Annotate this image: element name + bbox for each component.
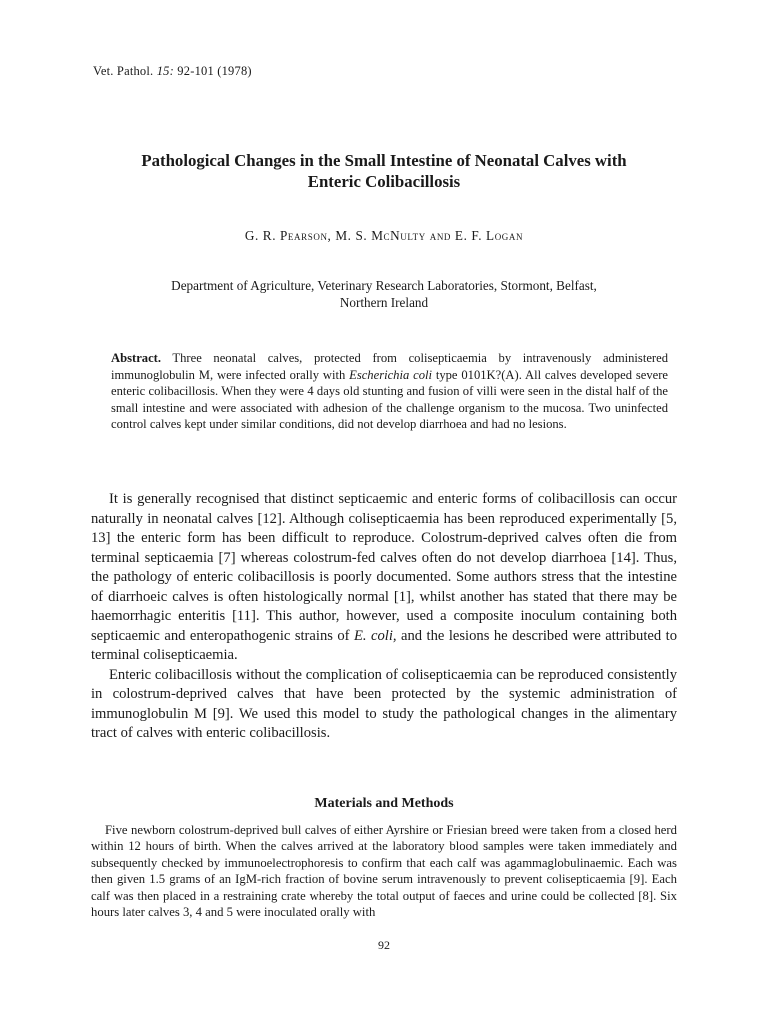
- journal-name: Vet. Pathol.: [93, 64, 154, 78]
- abstract-paragraph: [111, 350, 668, 433]
- author-3-surname: Logan: [486, 228, 524, 243]
- affiliation-line1: Department of Agriculture, Veterinary Research Laboratories, Stormont, Belfast,: [171, 278, 597, 293]
- introduction-section: [91, 490, 677, 744]
- author-3-initials: E. F.: [454, 228, 487, 243]
- author-1-initials: G. R.: [244, 228, 280, 243]
- abstract-text-part1: Three neonatal calves, protected from colisepticaemia by intravenously administered immunoglobulin M, were infected orally with: [111, 351, 668, 382]
- abstract-organism: Escherichia coli: [349, 367, 432, 382]
- intro-p1-organism: E. coli,: [354, 627, 397, 644]
- author-affiliation: [100, 277, 668, 311]
- article-title: [70, 150, 698, 192]
- article-title-line2: Enteric Colibacillosis: [307, 172, 461, 191]
- page-number: 92: [378, 938, 390, 952]
- abstract-label: Abstract.: [111, 351, 162, 365]
- intro-paragraph-2: Enteric colibacillosis without the complication of colisepticaemia can be reproduced consistently in colostrum-deprived calves that have been protected by the systemic administration of immunoglobulin M [9]. We used this model to study the pathological changes in the alimentary tract of calves with enteric colibacillosis.: [91, 666, 677, 741]
- author-1-surname: Pearson: [280, 228, 328, 243]
- abstract-text-part2: type 0101K?(A). All calves developed severe enteric colibacillosis. When they were 4 days old stunting and fusion of villi were seen in the distal half of the small intestine and were associated with adhesion of the challenge organism to the mucosa. Two uninfected control calves kept under similar conditions, did not develop diarrhoea and had no lesions.: [111, 367, 668, 432]
- journal-citation: [93, 64, 252, 79]
- article-title-line1: Pathological Changes in the Small Intestine of Neonatal Calves with: [141, 151, 627, 170]
- author-list: [70, 228, 698, 244]
- intro-p1-text-part1: It is generally recognised that distinct septicaemic and enteric forms of colibacillosis can occur naturally in neonatal calves [12]. Although colisepticaemia has been reproduced experimentally [5, 13] the enteric form has been difficult to reproduce. Colostrum-deprived calves often die from terminal septicaemia [7] whereas colostrum-fed calves often do not develop diarrhoea [14]. Thus, the pathology of enteric colibacillosis is poorly documented. Some authors stress that the intestine of diarrhoeic calves is often histologically normal [1], whilst another has stated that there may be haemorrhagic enteritis [11]. This author, however, used a composite inoculum containing both septicaemic and enteropathogenic strains of: [91, 491, 677, 644]
- intro-p1-text-part2: and the lesions he described were attributed to terminal colisepticaemia.: [91, 627, 677, 663]
- intro-paragraph-1: [91, 490, 677, 666]
- methods-paragraph: Five newborn colostrum-deprived bull calves of either Ayrshire or Friesian breed were taken from a closed herd within 12 hours of birth. When the calves arrived at the laboratory blood samples were taken immediately and subsequently checked by immunoelectrophoresis to confirm that each calf was agammaglobulinaemic. Each was then given 1.5 grams of an IgM-rich fraction of bovine serum intravenously to prevent colisepticaemia [9]. Each calf was then placed in a restraining crate whereby the total output of faeces and urine could be collected [8]. Six hours later calves 3, 4 and 5 were inoculated orally with: [91, 823, 677, 920]
- affiliation-line2: Northern Ireland: [339, 295, 429, 310]
- author-2-surname: McNulty: [371, 228, 426, 243]
- journal-volume: 15:: [156, 64, 174, 78]
- author-2-initials: , M. S.: [327, 228, 372, 243]
- methods-heading: Materials and Methods: [314, 796, 454, 811]
- journal-pages: 92-101 (1978): [173, 64, 252, 78]
- author-conjunction: and: [425, 228, 455, 243]
